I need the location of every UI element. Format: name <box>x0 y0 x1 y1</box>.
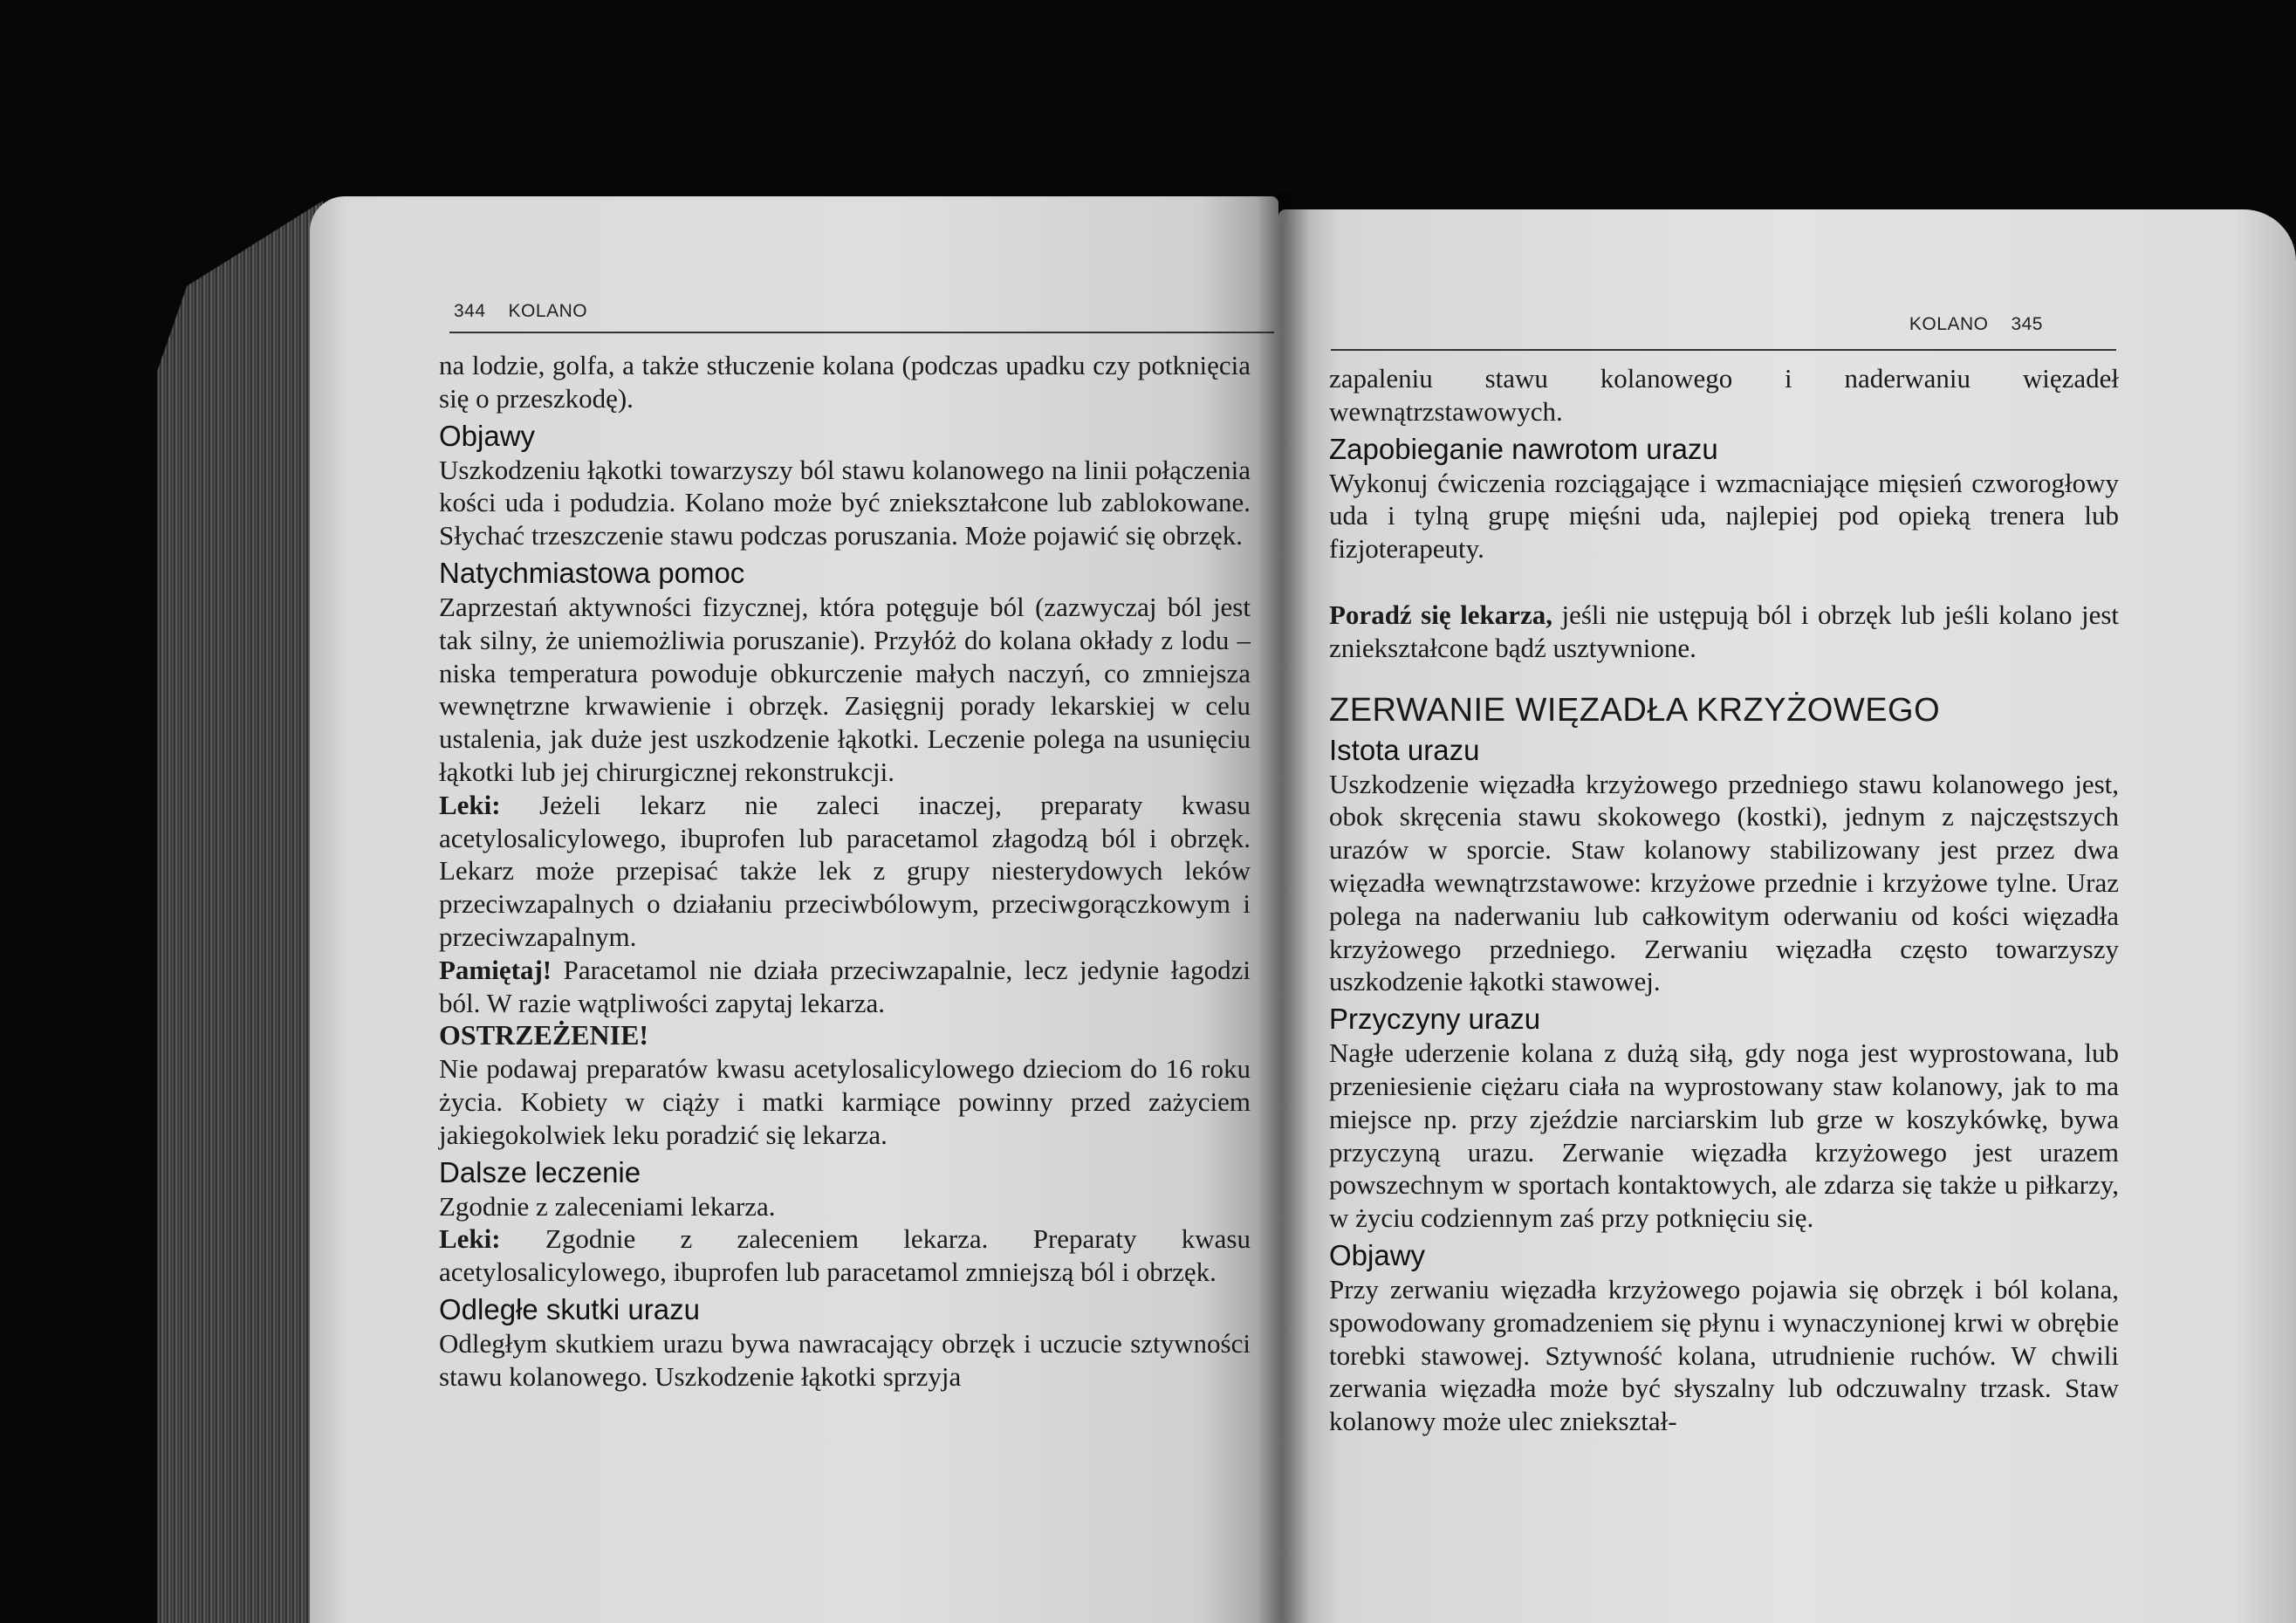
heading-przyczyny-urazu: Przyczyny urazu <box>1329 1003 1541 1036</box>
heading-dalsze-leczenie: Dalsze leczenie <box>439 1155 641 1188</box>
leki2-paragraph <box>439 1222 1251 1289</box>
pamietaj-label: Pamiętaj! <box>439 954 552 985</box>
porada-text: jeśli nie ustępują ból i obrzęk lub jeśli kolano jest zniekształcone bądź usztywnione. <box>1329 599 2120 663</box>
heading-odlegle-skutki: Odległe skutki urazu <box>439 1292 700 1325</box>
leki2-text: Zgodnie z zaleceniem lekarza. Preparaty kwasu acetylosalicylowego, ibuprofen lub paracetamol zmniejszą ból i obrzęk. <box>439 1223 1251 1288</box>
leki-text: Jeżeli lekarz nie zaleci inaczej, preparaty kwasu acetylosalicylowego, ibuprofen lub paracetamol złagodzą ból i obrzęk. Lekarz może przepisać także lek z grupy niesterydowych leków przeciwzapalnych o działaniu przeciwbólowym, przeciwgorączkowym i przeciwzapalnym. <box>439 789 1251 952</box>
left-page-number: 344 <box>454 301 486 321</box>
right-header-rule <box>1331 349 2116 351</box>
przyczyny-paragraph: Nagłe uderzenie kolana z dużą siłą, gdy noga jest wyprostowana, lub przeniesienie ciężaru ciała na wyprostowany staw kolanowy, jak to ma miejsce np. przy zjeździe narciarskim lub grze w koszykówkę, bywa przyczyną urazu. Zerwanie więzadła krzyżowego jest urazem powszechnym w sportach kontaktowych, ale zdarza się także u piłkarzy, w życiu codziennym zaś przy potknięciu się. <box>1329 1037 2119 1234</box>
skutki-paragraph: Odległym skutkiem urazu bywa nawracający obrzęk i uczucie sztywności stawu kolanowego. Uszkodzenie łąkotki sprzyja <box>439 1327 1251 1392</box>
dalsze-paragraph: Zgodnie z zaleceniami lekarza. <box>439 1190 776 1222</box>
heading-objawy-right: Objawy <box>1329 1238 1426 1271</box>
left-running-header <box>454 301 587 322</box>
page-stack-edge <box>157 201 323 1623</box>
porada-paragraph <box>1329 599 2119 665</box>
right-running-head: KOLANO <box>1909 314 1989 334</box>
heading-istota-urazu: Istota urazu <box>1329 733 1480 766</box>
spacer <box>1329 565 2119 599</box>
right-page-number: 345 <box>2011 314 2043 334</box>
pamietaj-paragraph <box>439 954 1251 1020</box>
section-title: ZERWANIE WIĘZADŁA KRZYŻOWEGO <box>1329 691 1941 729</box>
right-running-header <box>1909 314 2043 335</box>
warning-paragraph: Nie podawaj preparatów kwasu acetylosalicylowego dzieciom do 16 roku życia. Kobiety w ciąży i matki karmiące powinny przed zażyciem jakiegokolwiek leku poradzić się lekarza. <box>439 1053 1251 1150</box>
leki2-label: Leki: <box>439 1223 501 1255</box>
zapobieganie-paragraph: Wykonuj ćwiczenia rozciągające i wzmacniające mięsień czworogłowy uda i tylną grupę mięśni uda, najlepiej pod opieką trenera lub fizjoterapeuty. <box>1329 467 2119 565</box>
left-intro-paragraph: na lodzie, golfa, a także stłuczenie kolana (podczas upadku czy potknięcia się o przeszkodę). <box>439 350 1251 414</box>
right-intro-paragraph: zapaleniu stawu kolanowego i naderwaniu więzadeł wewnątrzstawowych. <box>1329 363 2119 427</box>
left-running-head: KOLANO <box>508 301 588 321</box>
pamietaj-text: Paracetamol nie działa przeciwzapalnie, lecz jedynie łagodzi ból. W razie wątpliwości zapytaj lekarza. <box>439 954 1251 1018</box>
pomoc-paragraph: Zaprzestań aktywności fizycznej, która potęguje ból (zazwyczaj ból jest tak silny, że uniemożliwia poruszanie). Przyłóż do kolana okłady z lodu – niska temperatura powoduje obkurczenie małych naczyń, co zmniejsza wewnętrzne krwawienie i obrzęk. Zasięgnij porady lekarskiej w celu ustalenia, jak duże jest uszkodzenie łąkotki. Leczenie polega na usunięciu łąkotki lub jej chirurgicznej rekonstrukcji. <box>439 591 1251 787</box>
warning-title: OSTRZEŻENIE! <box>439 1019 649 1051</box>
heading-objawy: Objawy <box>439 419 536 452</box>
objawy-right-paragraph: Przy zerwaniu więzadła krzyżowego pojawia się obrzęk i ból kolana, spowodowany gromadzeniem się płynu i wynaczynionej krwi w obrębie torebki stawowej. Sztywność kolana, utrudnienie ruchów. W chwili zerwania więzadła może być słyszalny lub odczuwalny trzask. Staw kolanowy może ulec zniekształ- <box>1329 1273 2119 1437</box>
left-body <box>439 349 1251 1394</box>
leki-paragraph <box>439 789 1251 954</box>
leki-label: Leki: <box>439 789 501 820</box>
heading-zapobieganie: Zapobieganie nawrotom urazu <box>1329 432 1718 465</box>
objawy-paragraph: Uszkodzeniu łąkotki towarzyszy ból stawu kolanowego na linii połączenia kości uda i podudzia. Kolano może być zniekształcone lub zablokowane. Słychać trzeszczenie stawu podczas poruszania. Może pojawić się obrzęk. <box>439 454 1251 551</box>
porada-label: Poradź się lekarza, <box>1329 599 1552 630</box>
right-body <box>1329 362 2119 1438</box>
right-page <box>1278 209 2296 1623</box>
left-page <box>310 196 1278 1623</box>
heading-natychmiastowa-pomoc: Natychmiastowa pomoc <box>439 556 745 589</box>
left-header-rule <box>449 332 1274 333</box>
book-gutter-shadow <box>1257 192 1309 1623</box>
istota-paragraph: Uszkodzenie więzadła krzyżowego przedniego stawu kolanowego jest, obok skręcenia stawu skokowego (kostki), jednym z najczęstszych urazów w sporcie. Staw kolanowy stabilizowany jest przez dwa więzadła wewnątrzstawowe: krzyżowe przednie i krzyżowe tylne. Uraz polega na naderwaniu lub całkowitym oderwaniu od kości więzadła krzyżowego przedniego. Zerwaniu więzadła często towarzyszy uszkodzenie łąkotki stawowej. <box>1329 768 2119 997</box>
